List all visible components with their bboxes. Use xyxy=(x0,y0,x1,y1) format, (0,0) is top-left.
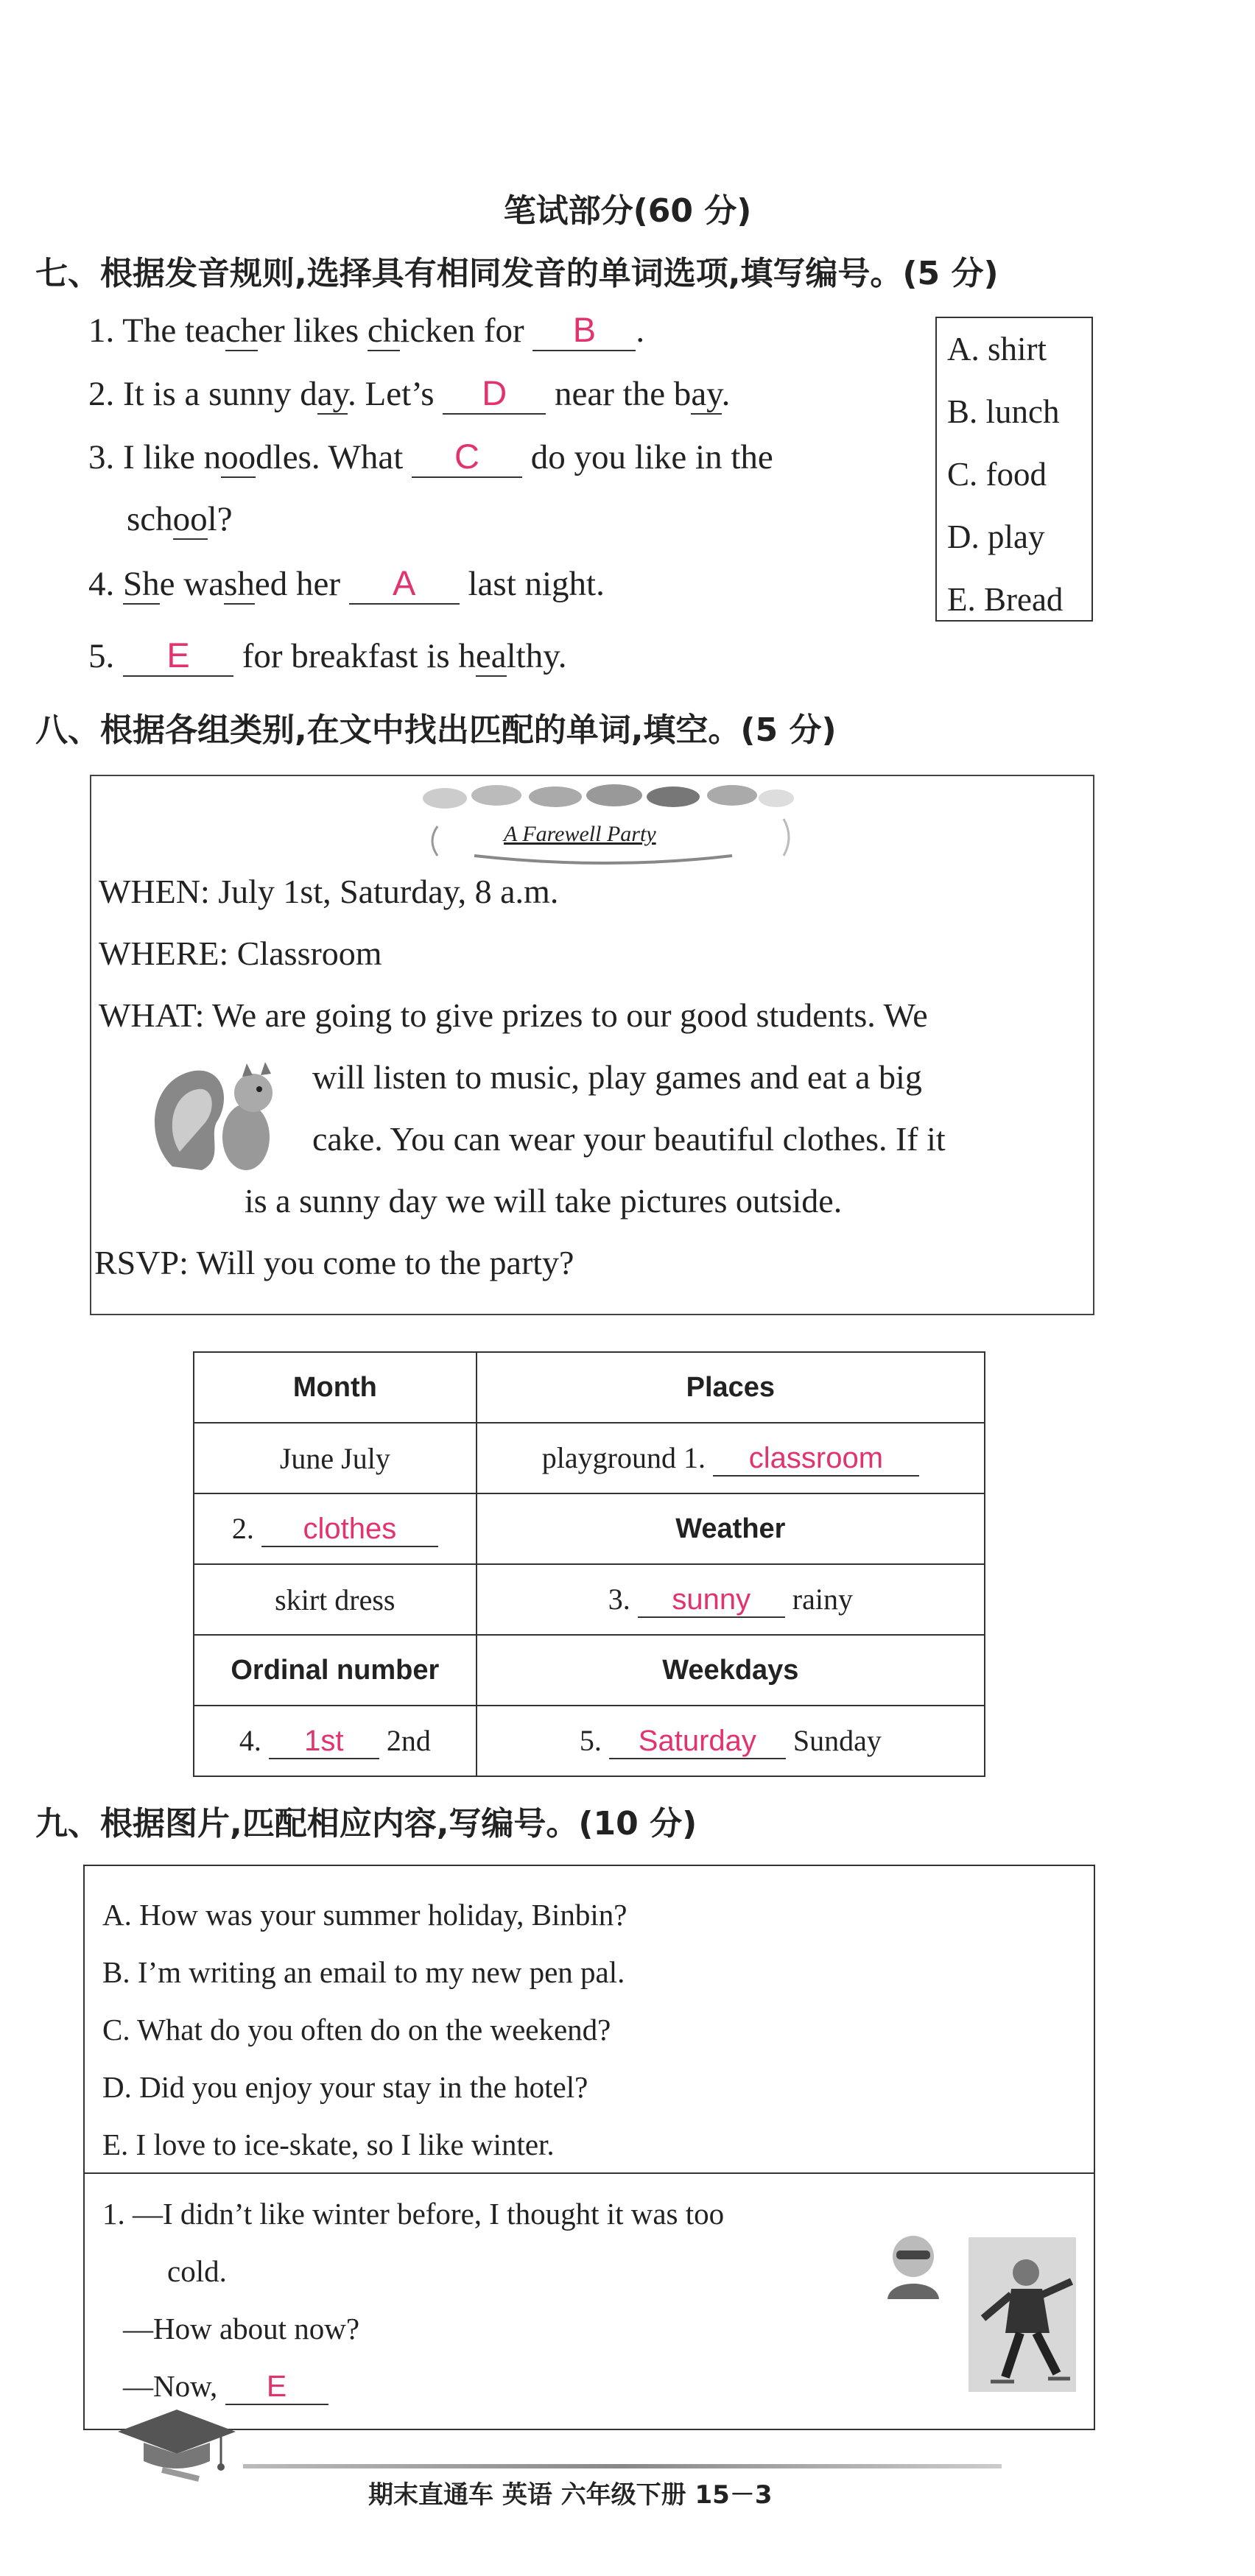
banner-title: A Farewell Party xyxy=(504,822,656,846)
header-places: Places xyxy=(477,1352,985,1423)
answer-blank[interactable]: B xyxy=(532,309,636,351)
answer-blank[interactable]: C xyxy=(412,436,522,478)
header-weekdays: Weekdays xyxy=(477,1635,985,1706)
party-when: WHEN: July 1st, Saturday, 8 a.m. xyxy=(99,873,559,910)
sentence-b: B. I’m writing an email to my new pen pal. xyxy=(102,1955,625,1989)
dialogue-line-2: cold. xyxy=(167,2254,227,2288)
q7-5: 5. E for breakfast is healthy. xyxy=(88,636,567,675)
dialogue-line-3: —How about now? xyxy=(123,2312,360,2346)
q7-2: 2. It is a sunny day. Let’s D near the bay. xyxy=(88,373,731,413)
answer-blank[interactable]: A xyxy=(349,563,460,605)
section7-heading: 七、根据发音规则,选择具有相同发音的单词选项,填写编号。(5 分) xyxy=(35,255,999,292)
sentence-c: C. What do you often do on the weekend? xyxy=(102,2013,611,2047)
q7-3-line2: school? xyxy=(127,500,233,538)
option-d: D. play xyxy=(947,518,1045,555)
answer-blank[interactable]: 1st xyxy=(269,1725,379,1759)
sentence-e: E. I love to ice-skate, so I like winter. xyxy=(102,2128,555,2161)
cell-clothes: 2. clothes xyxy=(194,1493,477,1564)
header-weather: Weather xyxy=(477,1493,985,1564)
answer-blank[interactable]: Saturday xyxy=(609,1725,786,1759)
option-e: E. Bread xyxy=(947,581,1064,618)
party-what-1: WHAT: We are going to give prizes to our good students. We xyxy=(99,996,928,1034)
cell-places: playground 1. classroom xyxy=(477,1423,985,1493)
sentence-options xyxy=(85,1866,1094,2174)
answer-blank[interactable]: classroom xyxy=(713,1442,919,1477)
cell-ordinals: 4. 1st 2nd xyxy=(194,1706,477,1776)
dialogue-line-4: —Now, E xyxy=(123,2368,328,2405)
option-c: C. food xyxy=(947,456,1047,493)
category-table xyxy=(193,1351,985,1777)
answer-blank[interactable]: sunny xyxy=(638,1583,785,1618)
party-rsvp: RSVP: Will you come to the party? xyxy=(94,1244,574,1281)
party-notice xyxy=(90,775,1094,1315)
boy-avatar-image xyxy=(880,2227,946,2301)
options-box xyxy=(935,317,1093,622)
sentence-a: A. How was your summer holiday, Binbin? xyxy=(102,1898,628,1932)
cell-weekdays: 5. Saturday Sunday xyxy=(477,1706,985,1776)
footer-rule xyxy=(243,2464,1002,2468)
section8-heading: 八、根据各组类别,在文中找出匹配的单词,填空。(5 分) xyxy=(35,711,837,749)
matching-box xyxy=(83,1865,1095,2430)
sentence-d: D. Did you enjoy your stay in the hotel? xyxy=(102,2070,588,2104)
header-ordinal: Ordinal number xyxy=(194,1635,477,1706)
footer-text: 期末直通车 英语 六年级下册 15－3 xyxy=(368,2480,773,2510)
section9-heading: 九、根据图片,匹配相应内容,写编号。(10 分) xyxy=(35,1805,697,1843)
cell-clothing-items: skirt dress xyxy=(194,1564,477,1635)
option-a: A. shirt xyxy=(947,331,1047,367)
graduation-cap-icon xyxy=(110,2402,243,2483)
option-b: B. lunch xyxy=(947,393,1060,430)
answer-blank[interactable]: D xyxy=(443,373,546,415)
answer-blank[interactable]: E xyxy=(225,2369,328,2405)
party-what-2: will listen to music, play games and eat a big xyxy=(312,1058,922,1096)
cell-months: June July xyxy=(194,1423,477,1493)
ice-skating-photo xyxy=(969,2237,1076,2392)
cell-weather: 3. sunny rainy xyxy=(477,1564,985,1635)
answer-blank[interactable]: clothes xyxy=(261,1513,438,1547)
party-what-4: is a sunny day we will take pictures outside. xyxy=(245,1182,843,1220)
dialogue-line-1: 1. —I didn’t like winter before, I thought it was too xyxy=(102,2197,725,2231)
page-title: 笔试部分(60 分) xyxy=(503,192,752,230)
q7-3: 3. I like noodles. What C do you like in the xyxy=(88,437,773,476)
squirrel-image xyxy=(143,1049,290,1181)
header-month: Month xyxy=(194,1352,477,1423)
answer-blank[interactable]: E xyxy=(123,635,233,677)
party-where: WHERE: Classroom xyxy=(99,935,382,972)
q7-1: 1. The teacher likes chicken for B . xyxy=(88,310,645,350)
party-what-3: cake. You can wear your beautiful clothes. If it xyxy=(312,1120,946,1158)
q7-4: 4. She washed her A last night. xyxy=(88,563,605,603)
